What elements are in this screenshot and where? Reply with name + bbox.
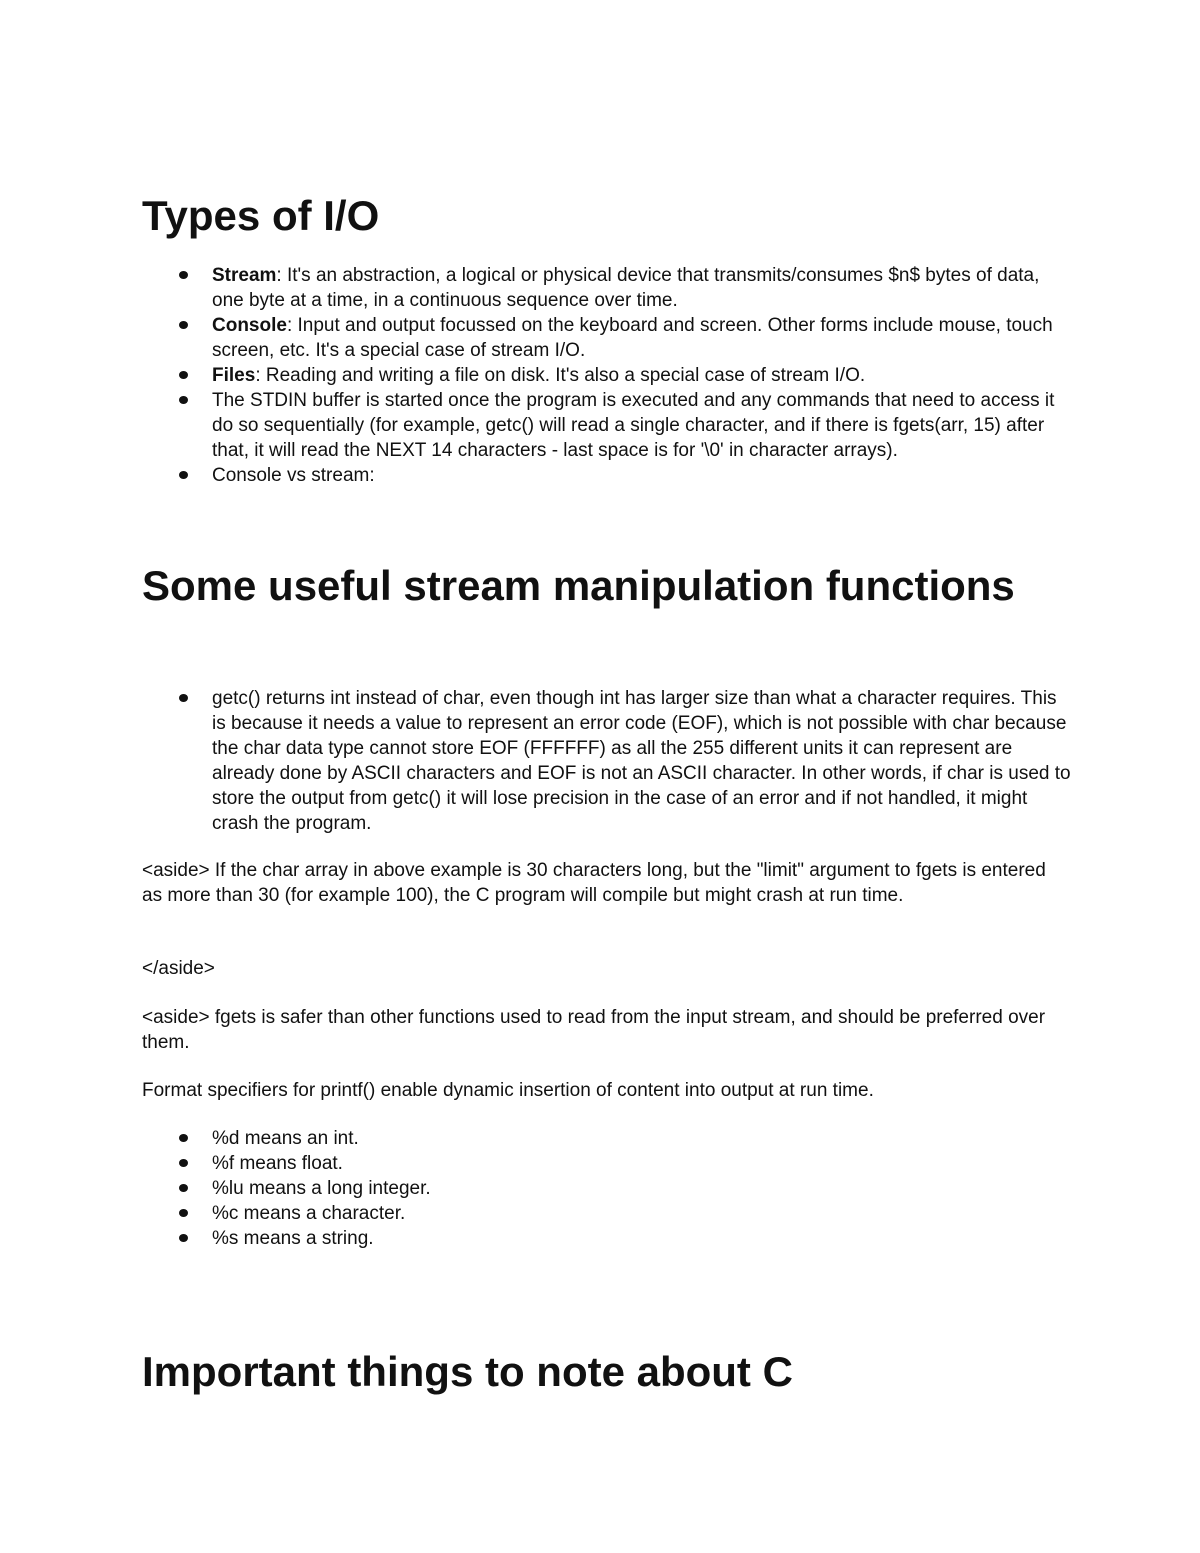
list-item bbox=[212, 363, 1072, 388]
bullet-icon bbox=[179, 1159, 188, 1167]
bullet-icon bbox=[179, 396, 188, 404]
heading-important-things: Important things to note about C bbox=[142, 1348, 793, 1395]
bullet-icon bbox=[179, 271, 188, 279]
format-specifiers-intro: Format specifiers for printf() enable dynamic insertion of content into output at run time. bbox=[142, 1080, 874, 1101]
list-item bbox=[212, 463, 1072, 488]
bullet-icon bbox=[179, 371, 188, 379]
types-list bbox=[212, 263, 1072, 488]
term-files: Files bbox=[212, 365, 256, 386]
list-item bbox=[212, 388, 1072, 463]
item-text: : Reading and writing a file on disk. It's also a special case of stream I/O. bbox=[255, 365, 866, 386]
aside-paragraph-fgets: <aside> fgets is safer than other functions used to read from the input stream, and should be preferred over them. bbox=[142, 1007, 1046, 1053]
aside-paragraph-limit: <aside> If the char array in above example is 30 characters long, but the "limit" argument to fgets is entered as more than 30 (for example 100), the C program will compile but might crash at run time. bbox=[142, 860, 1046, 906]
item-text: %s means a string. bbox=[212, 1228, 374, 1249]
bullet-icon bbox=[179, 694, 188, 702]
term-console: Console bbox=[212, 315, 287, 336]
item-text: %lu means a long integer. bbox=[212, 1178, 431, 1199]
item-text: %f means float. bbox=[212, 1153, 343, 1174]
bullet-icon bbox=[179, 321, 188, 329]
term-stream: Stream bbox=[212, 265, 277, 286]
heading-types-of-io: Types of I/O bbox=[142, 192, 380, 239]
bullet-icon bbox=[179, 1234, 188, 1242]
format-specifiers-list bbox=[212, 1126, 1072, 1251]
heading-stream-functions: Some useful stream manipulation functions bbox=[142, 562, 1015, 609]
list-item bbox=[212, 1226, 1072, 1251]
item-text: The STDIN buffer is started once the program is executed and any commands that need to access it do so sequentially (for example, getc() will read a single character, and if there is fgets(arr, 15) after that, it will read the NEXT 14 characters - last space is for '\0' in character arrays). bbox=[212, 390, 1055, 461]
list-item bbox=[212, 313, 1072, 363]
list-item bbox=[212, 263, 1072, 313]
item-text: : It's an abstraction, a logical or physical device that transmits/consumes $n$ bytes of data, one byte at a time, in a continuous sequence over time. bbox=[212, 265, 1040, 311]
list-item bbox=[212, 1201, 1072, 1226]
item-text: %c means a character. bbox=[212, 1203, 406, 1224]
item-text: Console vs stream: bbox=[212, 465, 375, 486]
list-item bbox=[212, 1126, 1072, 1151]
list-item bbox=[212, 686, 1072, 836]
list-item bbox=[212, 1176, 1072, 1201]
aside-close-tag: </aside> bbox=[142, 958, 215, 979]
functions-list bbox=[212, 686, 1072, 836]
item-text: getc() returns int instead of char, even though int has larger size than what a character requires. This is because it needs a value to represent an error code (EOF), which is not possible with char because the char data type cannot store EOF (FFFFFF) as all the 255 different units it can represent are already done by ASCII characters and EOF is not an ASCII character. In other words, if char is used to store the output from getc() it will lose precision in the case of an error and if not handled, it might crash the program. bbox=[212, 688, 1071, 834]
item-text: : Input and output focussed on the keyboard and screen. Other forms include mouse, touch screen, etc. It's a special case of stream I/O. bbox=[212, 315, 1053, 361]
bullet-icon bbox=[179, 1184, 188, 1192]
bullet-icon bbox=[179, 1134, 188, 1142]
item-text: %d means an int. bbox=[212, 1128, 359, 1149]
bullet-icon bbox=[179, 1209, 188, 1217]
list-item bbox=[212, 1151, 1072, 1176]
bullet-icon bbox=[179, 471, 188, 479]
